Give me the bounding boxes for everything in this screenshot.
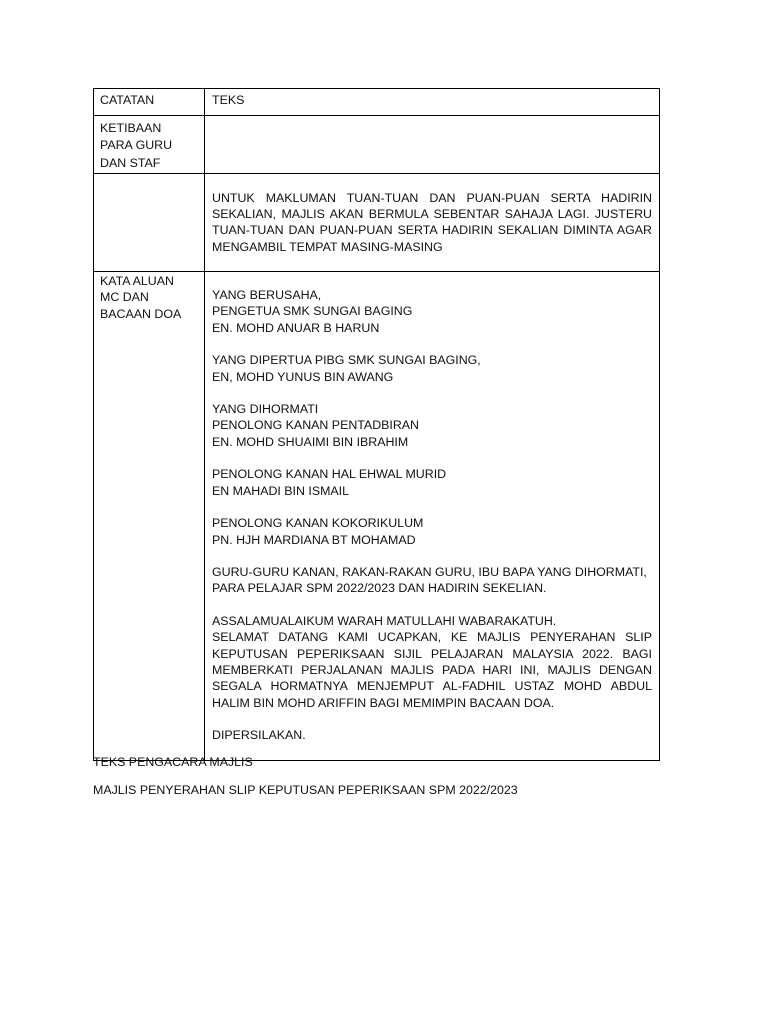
welcome-paragraph: ASSALAMUALAIKUM WARAH MATULLAHI WABARAKATUH. SELAMAT DATANG KAMI UCAPKAN, KE MAJLIS PENYERAHAN SLIP KEPUTUSAN PEPERIKSAAN SIJIL PELAJARAN MALAYSIA 2022. BAGI MEMBERKATI PERJALANAN MAJLIS PADA HARI INI, MAJLIS DENGAN SEGALA HORMATNYA MENJEMPUT AL-FADHIL USTAZ MOHD ABDUL HALIM BIN MOHD ARIFFIN BAGI MEMIMPIN BACAAN DOA. [212,614,652,710]
catatan-cell [94,173,205,271]
greeting-paragraph: PENOLONG KANAN HAL EHWAL MURID EN MAHADI BIN ISMAIL [212,467,447,498]
teks-cell: UNTUK MAKLUMAN TUAN-TUAN DAN PUAN-PUAN SERTA HADIRIN SEKALIAN, MAJLIS AKAN BERMULA SEBENTAR SAHAJA LAGI. JUSTERU TUAN-TUAN DAN PUAN-PUAN SERTA HADIRIN SEKALIAN DIMINTA AGAR MENGAMBIL TEMPAT MASING-MASING [205,173,660,271]
table-row [94,173,660,271]
catatan-line: PARA GURU [100,138,173,153]
script-table [93,88,660,761]
greeting-paragraph: PENOLONG KANAN KOKORIKULUM PN. HJH MARDIANA BT MOHAMAD [212,516,424,547]
closing-paragraph: DIPERSILAKAN. [212,728,306,743]
table-row [94,272,660,761]
greeting-paragraph: YANG DIPERTUA PIBG SMK SUNGAI BAGING, EN, MOHD YUNUS BIN AWANG [212,353,481,384]
catatan-cell [94,272,205,761]
welcome-body: SELAMAT DATANG KAMI UCAPKAN, KE MAJLIS PENYERAHAN SLIP KEPUTUSAN PEPERIKSAAN SIJIL PELAJARAN MALAYSIA 2022. BAGI MEMBERKATI PERJALANAN MAJLIS PADA HARI INI, MAJLIS DENGAN SEGALA HORMATNYA MENJEMPUT AL-FADHIL USTAZ MOHD ABDUL HALIM BIN MOHD ARIFFIN BAGI MEMIMPIN BACAAN DOA. [212,630,652,710]
teks-cell [205,116,660,174]
greeting-paragraph: YANG BERUSAHA, PENGETUA SMK SUNGAI BAGING EN. MOHD ANUAR B HARUN [212,288,413,335]
table-row [94,116,660,174]
teks-cell [205,272,660,761]
catatan-line: KETIBAAN [100,121,162,135]
catatan-line: DAN STAF [100,155,161,170]
catatan-line: KATA ALUAN [100,274,174,289]
catatan-line: MC DAN [100,290,149,305]
document-title: TEKS PENGACARA MAJLIS [93,755,253,769]
header-teks: TEKS [205,89,660,116]
catatan-line: BACAAN DOA [100,306,182,321]
greeting-paragraph: YANG DIHORMATI PENOLONG KANAN PENTADBIRAN EN. MOHD SHUAIMI BIN IBRAHIM [212,402,420,449]
document-subtitle: MAJLIS PENYERAHAN SLIP KEPUTUSAN PEPERIKSAAN SPM 2022/2023 [93,783,518,797]
greeting-paragraph: GURU-GURU KANAN, RAKAN-RAKAN GURU, IBU BAPA YANG DIHORMATI, PARA PELAJAR SPM 2022/2023 DAN HADIRIN SEKELIAN. [212,565,647,596]
header-catatan: CATATAN [94,89,205,116]
catatan-cell [94,116,205,174]
table-header-row [94,89,660,116]
